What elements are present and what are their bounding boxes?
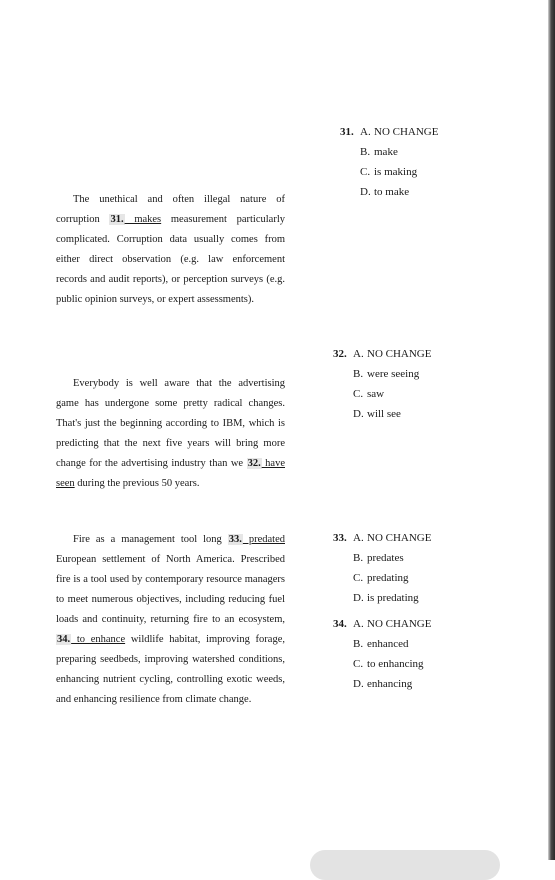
choice-31-c[interactable]: C. is making [360, 166, 418, 178]
choice-32-a[interactable]: 32. A. NO CHANGE [333, 348, 432, 360]
choice-31-a[interactable]: 31. A. NO CHANGE [340, 126, 439, 138]
question-number-34: 34. [57, 634, 71, 645]
passage-text: Fire as a management tool long [73, 534, 228, 545]
choice-34-b[interactable]: B. enhanced [353, 638, 409, 650]
answer-choices-34 [333, 614, 431, 694]
page-edge-scrollbar[interactable] [548, 0, 555, 860]
choice-31-d[interactable]: D. to make [360, 186, 410, 198]
passage-text: during the previous 50 years. [74, 478, 200, 489]
choice-33-a[interactable]: 33. A. NO CHANGE [333, 532, 432, 544]
passage-text: European settlement of North America. Prescribed fire is a tool used by contemporary resource managers to meet numerous objectives, including reducing fuel loads and continuity, returning fire to an ecosystem, [56, 554, 285, 625]
passage-2 [56, 374, 285, 494]
passage-text: The unethical and often illegal nature of corruption [56, 194, 285, 225]
underlined-portion-33: predated [242, 534, 285, 545]
answer-choices-33 [333, 528, 431, 608]
choice-34-a[interactable]: 34. A. NO CHANGE [333, 618, 432, 630]
bottom-scroll-indicator[interactable] [310, 850, 500, 880]
choice-32-b[interactable]: B. were seeing [353, 368, 420, 380]
passage-text: wildlife habitat, improving forage, preparing seedbeds, improving watershed conditions, enhancing nutrient cycling, controlling exotic weeds, and enhancing resilience from climate change. [56, 634, 285, 705]
choice-33-d[interactable]: D. is predating [353, 592, 419, 604]
underlined-portion-31: makes [124, 214, 162, 225]
underlined-portion-32: have seen [56, 458, 285, 489]
question-number-32: 32. [247, 458, 261, 469]
answer-choices-32 [333, 344, 431, 424]
answer-choices-31 [340, 122, 438, 202]
passage-text: measurement particularly complicated. Corruption data usually comes from either direct observation (e.g. law enforcement records and audit reports), or perception surveys (e.g. public opinion surveys, or expert assessments). [56, 214, 285, 305]
passage-text: Everybody is well aware that the advertising game has undergone some pretty radical changes. That's just the beginning according to IBM, which is predicting that the next five years will bring more change for the advertising industry than we [56, 378, 285, 469]
choice-32-d[interactable]: D. will see [353, 408, 401, 420]
passage-1 [56, 190, 285, 310]
choice-31-b[interactable]: B. make [360, 146, 398, 158]
choice-32-c[interactable]: C. saw [353, 388, 385, 400]
question-number-31: 31. [110, 214, 124, 225]
question-number-33: 33. [228, 534, 242, 545]
choice-34-c[interactable]: C. to enhancing [353, 658, 424, 670]
passage-3 [56, 530, 285, 710]
choice-34-d[interactable]: D. enhancing [353, 678, 413, 690]
choice-33-b[interactable]: B. predates [353, 552, 404, 564]
choice-33-c[interactable]: C. predating [353, 572, 409, 584]
underlined-portion-34: to enhance [71, 634, 126, 645]
